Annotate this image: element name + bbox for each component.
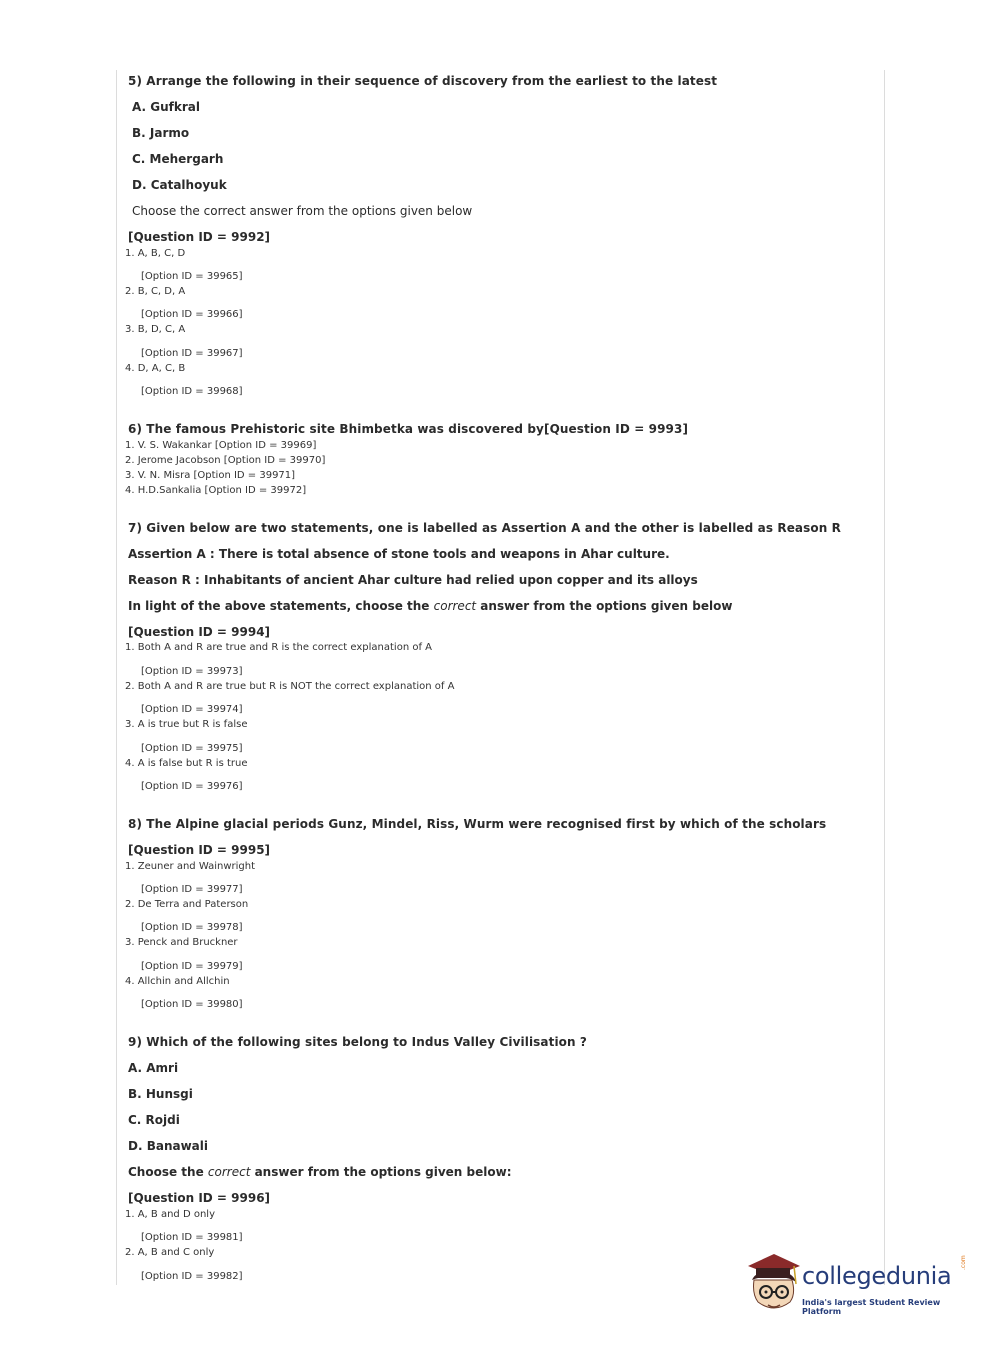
question-5-option-3: 3. B, D, C, A <box>125 324 186 335</box>
question-6-option-4: 4. H.D.Sankalia [Option ID = 39972] <box>125 485 307 496</box>
question-9-option-2-id: [Option ID = 39982] <box>141 1271 243 1282</box>
question-8-id: [Question ID = 9995] <box>128 843 271 857</box>
logo-com: .com <box>960 1255 967 1270</box>
question-7-title: 7) Given below are two statements, one is labelled as Assertion A and the other is labelled as Reason R <box>128 521 841 535</box>
question-9-option-1: 1. A, B and D only <box>125 1209 215 1220</box>
question-5-option-1-id: [Option ID = 39965] <box>141 271 243 282</box>
question-8-option-4-id: [Option ID = 39980] <box>141 999 243 1010</box>
question-7-instruction <box>128 599 732 613</box>
question-7-assertion: Assertion A : There is total absence of stone tools and weapons in Ahar culture. <box>128 547 670 561</box>
question-7-option-2: 2. Both A and R are true but R is NOT the correct explanation of A <box>125 681 455 692</box>
question-5-item-d: D. Catalhoyuk <box>132 178 227 192</box>
question-5-option-2-id: [Option ID = 39966] <box>141 309 243 320</box>
question-7-id: [Question ID = 9994] <box>128 625 271 639</box>
question-9-option-2: 2. A, B and C only <box>125 1247 215 1258</box>
question-9-instruction <box>128 1165 512 1179</box>
question-8-option-3: 3. Penck and Bruckner <box>125 937 238 948</box>
question-8-option-2: 2. De Terra and Paterson <box>125 899 249 910</box>
question-9-instruction-em: correct <box>207 1165 251 1179</box>
question-9-id: [Question ID = 9996] <box>128 1191 271 1205</box>
question-7-option-3: 3. A is true but R is false <box>125 719 248 730</box>
question-7-instruction-post: answer from the options given below <box>476 599 733 613</box>
question-5-item-b: B. Jarmo <box>132 126 190 140</box>
question-9-item-b: B. Hunsgi <box>128 1087 193 1101</box>
question-5-id: [Question ID = 9992] <box>128 230 271 244</box>
question-7-option-3-id: [Option ID = 39975] <box>141 743 243 754</box>
question-8-title: 8) The Alpine glacial periods Gunz, Mindel, Riss, Wurm were recognised first by which of the scholars <box>128 817 827 831</box>
question-7-option-4: 4. A is false but R is true <box>125 758 248 769</box>
question-6-option-3: 3. V. N. Misra [Option ID = 39971] <box>125 470 296 481</box>
logo-wordmark: collegedunia <box>802 1262 952 1290</box>
collegedunia-logo <box>744 1250 974 1320</box>
question-7-option-2-id: [Option ID = 39974] <box>141 704 243 715</box>
question-6-option-2: 2. Jerome Jacobson [Option ID = 39970] <box>125 455 326 466</box>
question-9-title: 9) Which of the following sites belong to Indus Valley Civilisation ? <box>128 1035 587 1049</box>
question-8-option-1: 1. Zeuner and Wainwright <box>125 861 255 872</box>
logo-tagline: India's largest Student Review Platform <box>802 1298 941 1316</box>
question-7-option-1: 1. Both A and R are true and R is the correct explanation of A <box>125 642 433 653</box>
question-5-option-2: 2. B, C, D, A <box>125 286 186 297</box>
question-5-option-4: 4. D, A, C, B <box>125 363 186 374</box>
question-5-item-a: A. Gufkral <box>132 100 200 114</box>
question-5-item-c: C. Mehergarh <box>132 152 224 166</box>
mascot-icon <box>744 1250 804 1320</box>
question-5-title: 5) Arrange the following in their sequence of discovery from the earliest to the latest <box>128 74 718 88</box>
question-9-instruction-post: answer from the options given below: <box>250 1165 512 1179</box>
question-7-instruction-em: correct <box>433 599 477 613</box>
right-margin-rule <box>884 70 885 1285</box>
question-8-option-3-id: [Option ID = 39979] <box>141 961 243 972</box>
question-9-option-1-id: [Option ID = 39981] <box>141 1232 243 1243</box>
question-8-option-2-id: [Option ID = 39978] <box>141 922 243 933</box>
question-9-item-c: C. Rojdi <box>128 1113 180 1127</box>
question-6-option-1: 1. V. S. Wakankar [Option ID = 39969] <box>125 440 317 451</box>
left-margin-rule <box>116 70 117 1285</box>
question-5-option-3-id: [Option ID = 39967] <box>141 348 243 359</box>
question-7-option-1-id: [Option ID = 39973] <box>141 666 243 677</box>
question-7-option-4-id: [Option ID = 39976] <box>141 781 243 792</box>
question-8-option-4: 4. Allchin and Allchin <box>125 976 230 987</box>
question-5-option-4-id: [Option ID = 39968] <box>141 386 243 397</box>
question-6-title: 6) The famous Prehistoric site Bhimbetka was discovered by[Question ID = 9993] <box>128 422 689 436</box>
question-7-instruction-pre: In light of the above statements, choose the <box>128 599 434 613</box>
question-5-option-1: 1. A, B, C, D <box>125 248 186 259</box>
question-5-instruction: Choose the correct answer from the options given below <box>132 204 473 218</box>
question-7-reason: Reason R : Inhabitants of ancient Ahar culture had relied upon copper and its alloys <box>128 573 698 587</box>
question-9-instruction-pre: Choose the <box>128 1165 208 1179</box>
question-9-item-a: A. Amri <box>128 1061 179 1075</box>
question-8-option-1-id: [Option ID = 39977] <box>141 884 243 895</box>
question-9-item-d: D. Banawali <box>128 1139 208 1153</box>
